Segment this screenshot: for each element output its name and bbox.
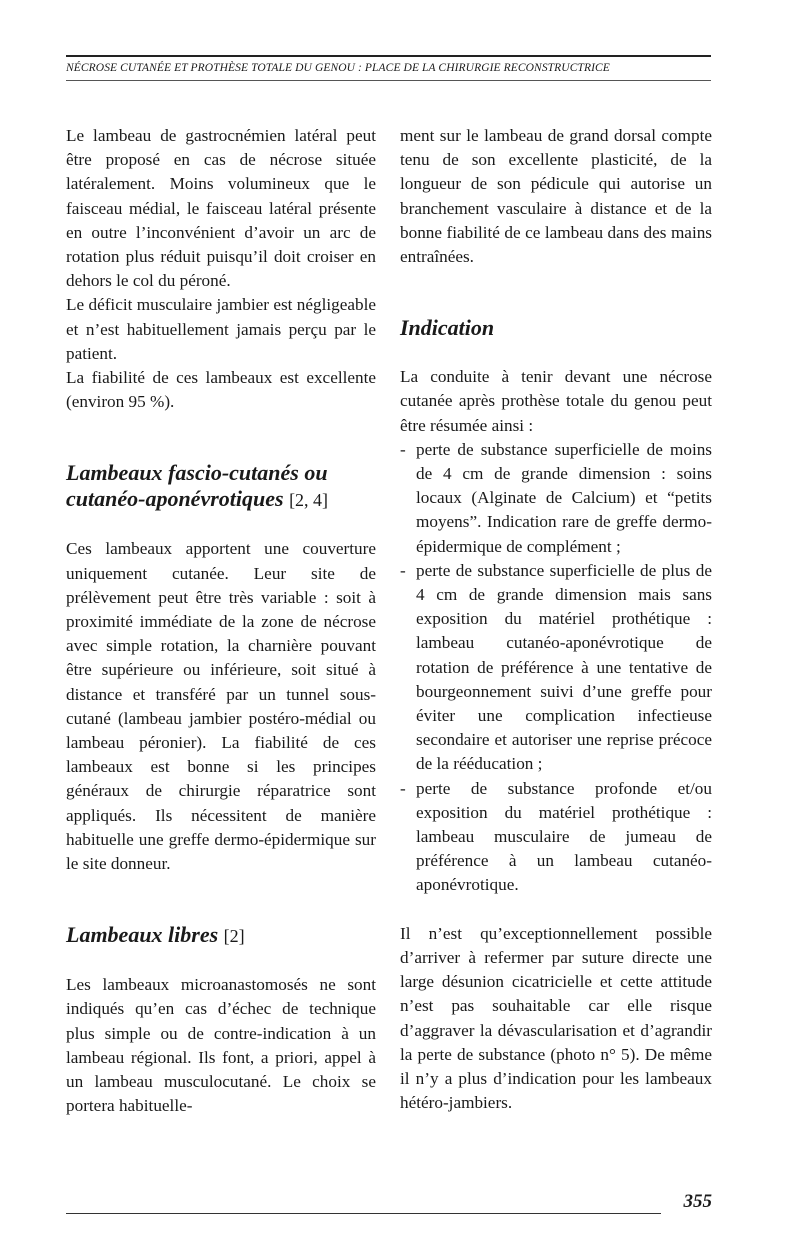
paragraph-indication-closing: Il n’est qu’exceptionnellement possible d’arriver à refermer par suture directe une large désunion cicatricielle et cette attitude n’est pas souhaitable car elle risque d’aggraver la dévascularisation et d’agrandir la perte de substance (photo n° 5). De même il n’y a plus d’indication pour les lambeaux hétéro-jambiers. <box>400 923 712 1113</box>
page-number: 355 <box>683 1191 712 1212</box>
paragraph-indication-intro: La conduite à tenir devant une nécrose cutanée après prothèse totale du genou peut être résumée ainsi : <box>400 367 712 435</box>
paragraph-deficit: Le déficit musculaire jambier est négligeable et n’est habituellement jamais perçu par le patient. <box>66 295 376 363</box>
list-item: - perte de substance superficielle de plus de 4 cm de grande dimension mais sans exposition du matériel prothétique : lambeau cutanéo-aponévrotique de rotation de préférence à une tentative de bourgeonnement suivi d’une greffe pour éviter une complication infectieuse secondaire et autoriser une reprise précoce de la rééducation ; <box>400 560 712 774</box>
citation-ref: [2] <box>223 926 245 947</box>
section-heading-fascio-cutanes <box>66 460 376 513</box>
list-item: - perte de substance superficielle de moins de 4 cm de grande dimension : soins locaux (Alginate de Calcium) et “petits moyens”. Indication rare de greffe dermo-épidermique de complément ; <box>400 439 712 556</box>
paragraph-fascio-body: Ces lambeaux apportent une couverture uniquement cutanée. Leur site de prélèvement peut être très variable : soit à proximité immédiate de la zone de nécrose avec simple rotation, la charnière pouvant être supérieure ou inférieure, soit situé à distance et transféré par un tunnel sous-cutané (lambeau jambier postéro-médial ou lambeau péronier). La fiabilité de ces lambeaux est bonne si les principes généraux de chirurgie réparatrice sont appliqués. Ils nécessitent de manière habituelle une greffe dermo-épidermique sur le site donneur. <box>66 539 376 874</box>
section-title: Lambeaux fascio-cutanés ou cutanéo-aponévrotiques <box>66 460 328 512</box>
citation-ref: [2, 4] <box>289 490 329 511</box>
indication-list <box>400 438 712 898</box>
header-bottom-rule <box>66 80 711 81</box>
footer-rule <box>66 1213 661 1214</box>
section-heading-lambeaux-libres <box>66 922 376 949</box>
list-item: - perte de substance profonde et/ou exposition du matériel prothétique : lambeau musculaire de jumeau de préférence à un lambeau cutanéo-aponévrotique. <box>400 778 712 895</box>
section-title: Indication <box>400 315 495 341</box>
paragraph-gastrocnemien: Le lambeau de gastrocnémien latéral peut être proposé en cas de nécrose située latéralement. Moins volumineux que le faisceau médial, le faisceau latéral présente en outre l’inconvénient d’avoir un arc de rotation plus réduit puisqu’il doit croiser en dehors le col du péroné. <box>66 126 376 291</box>
paragraph-grand-dorsal: ment sur le lambeau de grand dorsal compte tenu de son excellente plasticité, de la longueur de son pédicule qui autorise un branchement vasculaire à distance et de la bonne fiabilité de ce lambeau dans des mains entraînées. <box>400 126 712 267</box>
section-title: Lambeaux libres <box>66 922 219 948</box>
right-column <box>400 124 712 1115</box>
section-heading-indication <box>400 315 712 341</box>
paragraph-fiabilite: La fiabilité de ces lambeaux est excellente (environ 95 %). <box>66 368 376 412</box>
paragraph-libres-body: Les lambeaux microanastomosés ne sont indiqués qu’en cas d’échec de technique plus simple ou de contre-indication à un lambeau régional. Ils font, a priori, appel à un lambeau musculocutané. Le choix se portera habituelle- <box>66 975 376 1116</box>
header-top-rule <box>66 55 711 57</box>
running-header: NÉCROSE CUTANÉE ET PROTHÈSE TOTALE DU GENOU : PLACE DE LA CHIRURGIE RECONSTRUCTRICE <box>66 62 610 74</box>
left-column <box>66 124 376 1119</box>
